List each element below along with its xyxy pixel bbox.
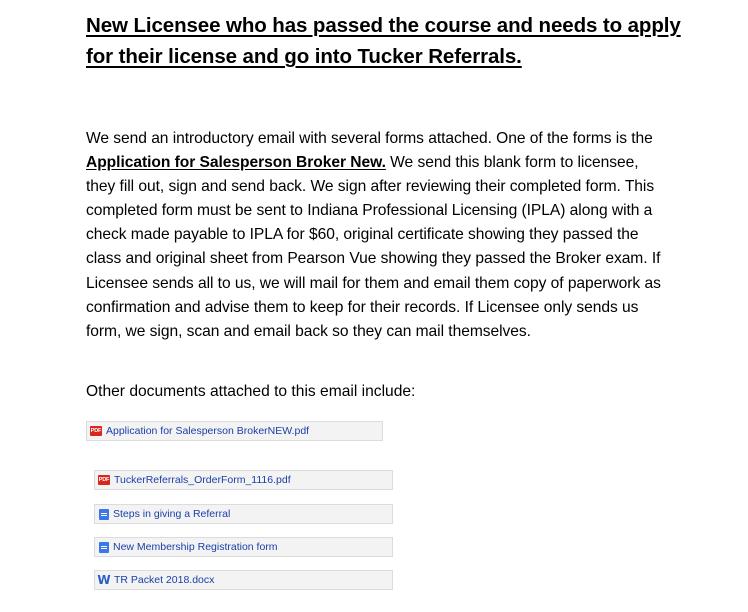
application-form-reference: Application for Salesperson Broker New. [86,154,386,172]
intro-text-start: We send an introductory email with several forms attached. One of the forms is the [86,130,653,147]
intro-paragraph [86,127,666,344]
pdf-icon: PDF [90,428,102,434]
google-doc-icon [99,509,109,520]
other-docs-label: Other documents attached to this email include: [86,383,416,400]
document-title: New Licensee who has passed the course and needs to apply for their license and go into Tucker Referrals. [86,14,681,68]
attachment-label: New Membership Registration form [113,541,278,553]
pdf-icon: PDF [98,477,110,483]
intro-text-rest: We send this blank form to licensee, they fill out, sign and send back. We sign after reviewing their completed form. This completed form must be sent to Indiana Professional Licensing (IPLA) along with a check made payable to IPLA for $60, original certificate showing they passed the class and original sheet from Pearson Vue showing they passed the Broker exam. If Licensee sends all to us, we will mail for them and email them copy of paperwork as confirmation and advise them to keep for their records. If Licensee only sends us form, we sign, scan and email back so they can mail themselves. [86,154,661,340]
word-icon: W [97,573,111,587]
attachment-label: Steps in giving a Referral [113,508,231,520]
attachment-application-pdf[interactable] [86,421,383,441]
attachment-label: TR Packet 2018.docx [114,574,215,586]
google-doc-icon [99,542,109,553]
attachment-membership-form-doc[interactable] [94,537,393,557]
attachment-order-form-pdf[interactable] [94,470,393,490]
attachment-tr-packet-docx[interactable] [94,570,393,590]
attachment-steps-referral-doc[interactable] [94,504,393,524]
attachment-label: TuckerReferrals_OrderForm_1116.pdf [114,474,291,486]
attachment-label: Application for Salesperson BrokerNEW.pdf [106,425,310,437]
